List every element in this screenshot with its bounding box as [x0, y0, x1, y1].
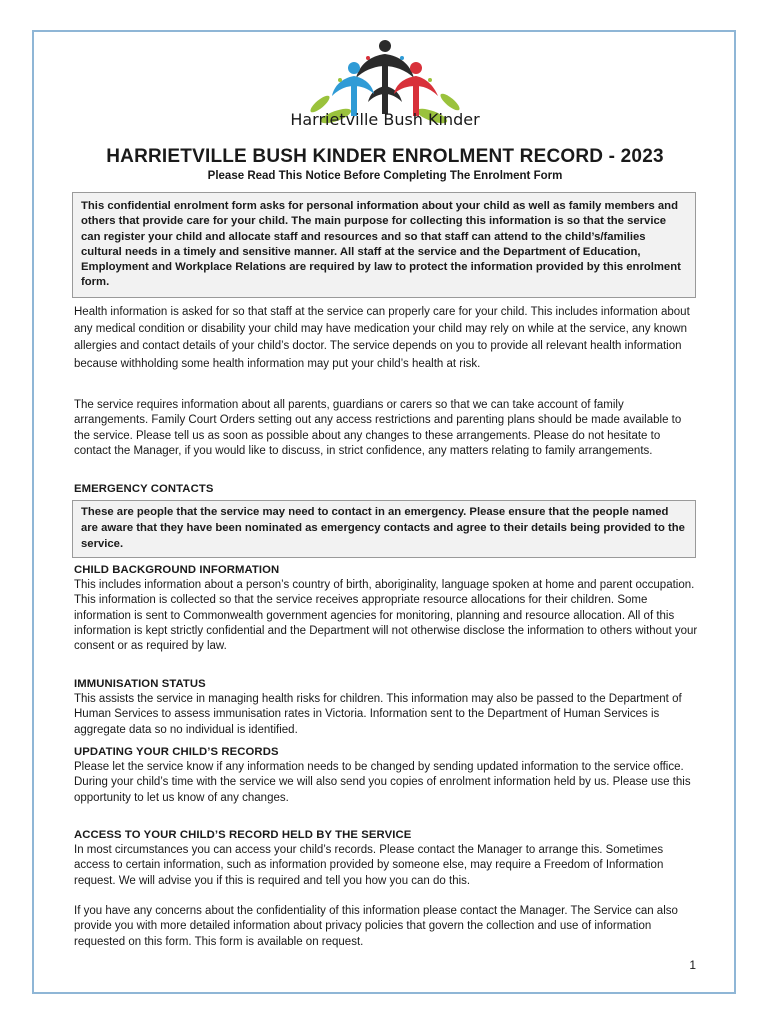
child-background-heading: CHILD BACKGROUND INFORMATION — [74, 564, 280, 576]
updating-records-heading: UPDATING YOUR CHILD’S RECORDS — [74, 746, 279, 758]
health-info-paragraph: Health information is asked for so that staff at the service can properly care for your child. This includes information about any medical condition or disability your child may have medication your child may rely on while at the service, any known allergies and contact details of your child’s doctor. The service depends on you to provide all relevant health information because withholding some health information may put your child’s health at risk. — [74, 306, 690, 370]
record-access-paragraph: In most circumstances you can access your child’s records. Please contact the Manager to arrange this. Sometimes access to certain information, such as information provided by someone else, may require a Freedom of Information request. We will advise you if this is required and tell you how you can do this. — [74, 844, 664, 887]
page-title: HARRIETVILLE BUSH KINDER ENROLMENT RECORD - 2023 — [106, 146, 664, 167]
logo-wordmark: Harrietville Bush Kinder — [290, 110, 480, 129]
child-background-paragraph: This includes information about a person’s country of birth, aboriginality, language spoken at home and parent occupation. This information is collected so that the service receives appropriate resource allocations for their children. Some information is sent to Commonwealth government agencies for monitoring, planning and resource allocation. All of this information is kept strictly confidential and the Department will not otherwise disclose the information to others without your consent or as required by law. — [74, 579, 698, 653]
emergency-contacts-heading: EMERGENCY CONTACTS — [74, 483, 214, 495]
emergency-contacts-notice-box: These are people that the service may need to contact in an emergency. Please ensure that the people named are aware that they have been nominated as emergency contacts and agree to their details being provided to the service. — [72, 500, 696, 558]
family-arrangements-paragraph: The service requires information about all parents, guardians or carers so that we can take account of family arrangements. Family Court Orders setting out any access restrictions and parenting plans should be made available to the service. Please tell us as soon as possible about any changes to these arrangements. Please do not hesitate to contact the Manager, if you would like to discuss, in strict confidence, any matters relating to family arrangements. — [74, 399, 682, 457]
record-access-heading: ACCESS TO YOUR CHILD’S RECORD HELD BY THE SERVICE — [74, 829, 412, 841]
page-number: 1 — [689, 958, 696, 972]
confidentiality-notice-box: This confidential enrolment form asks for personal information about your child as well as family members and others that provide care for your child. The main purpose for collecting this information is so that the service can register your child and allocate staff and resources and so that staff can attend to the child’s/families cultural needs in a timely and sensitive manner. All staff at the service and the Department of Education, Employment and Workplace Relations are required by law to protect the information provided by this enrolment form. — [72, 192, 696, 298]
privacy-concerns-paragraph: If you have any concerns about the confidentiality of this information please contact the Manager. The Service can also provide you with more detailed information about privacy policies that govern the collection and use of information requested on this form. This form is available on request. — [74, 905, 678, 948]
immunisation-heading: IMMUNISATION STATUS — [74, 678, 206, 690]
page-subtitle: Please Read This Notice Before Completing The Enrolment Form — [207, 170, 563, 182]
updating-records-paragraph: Please let the service know if any information needs to be changed by sending updated information to the service office. During your child’s time with the service we will also send you copies of enrolment information held by us. Please use this opportunity to let us know of any changes. — [74, 761, 691, 804]
immunisation-paragraph: This assists the service in managing health risks for children. This information may also be passed to the Department of Human Services to assess immunisation rates in Victoria. Information sent to the Department of Human Services is aggregate data so no individual is identified. — [74, 693, 682, 736]
